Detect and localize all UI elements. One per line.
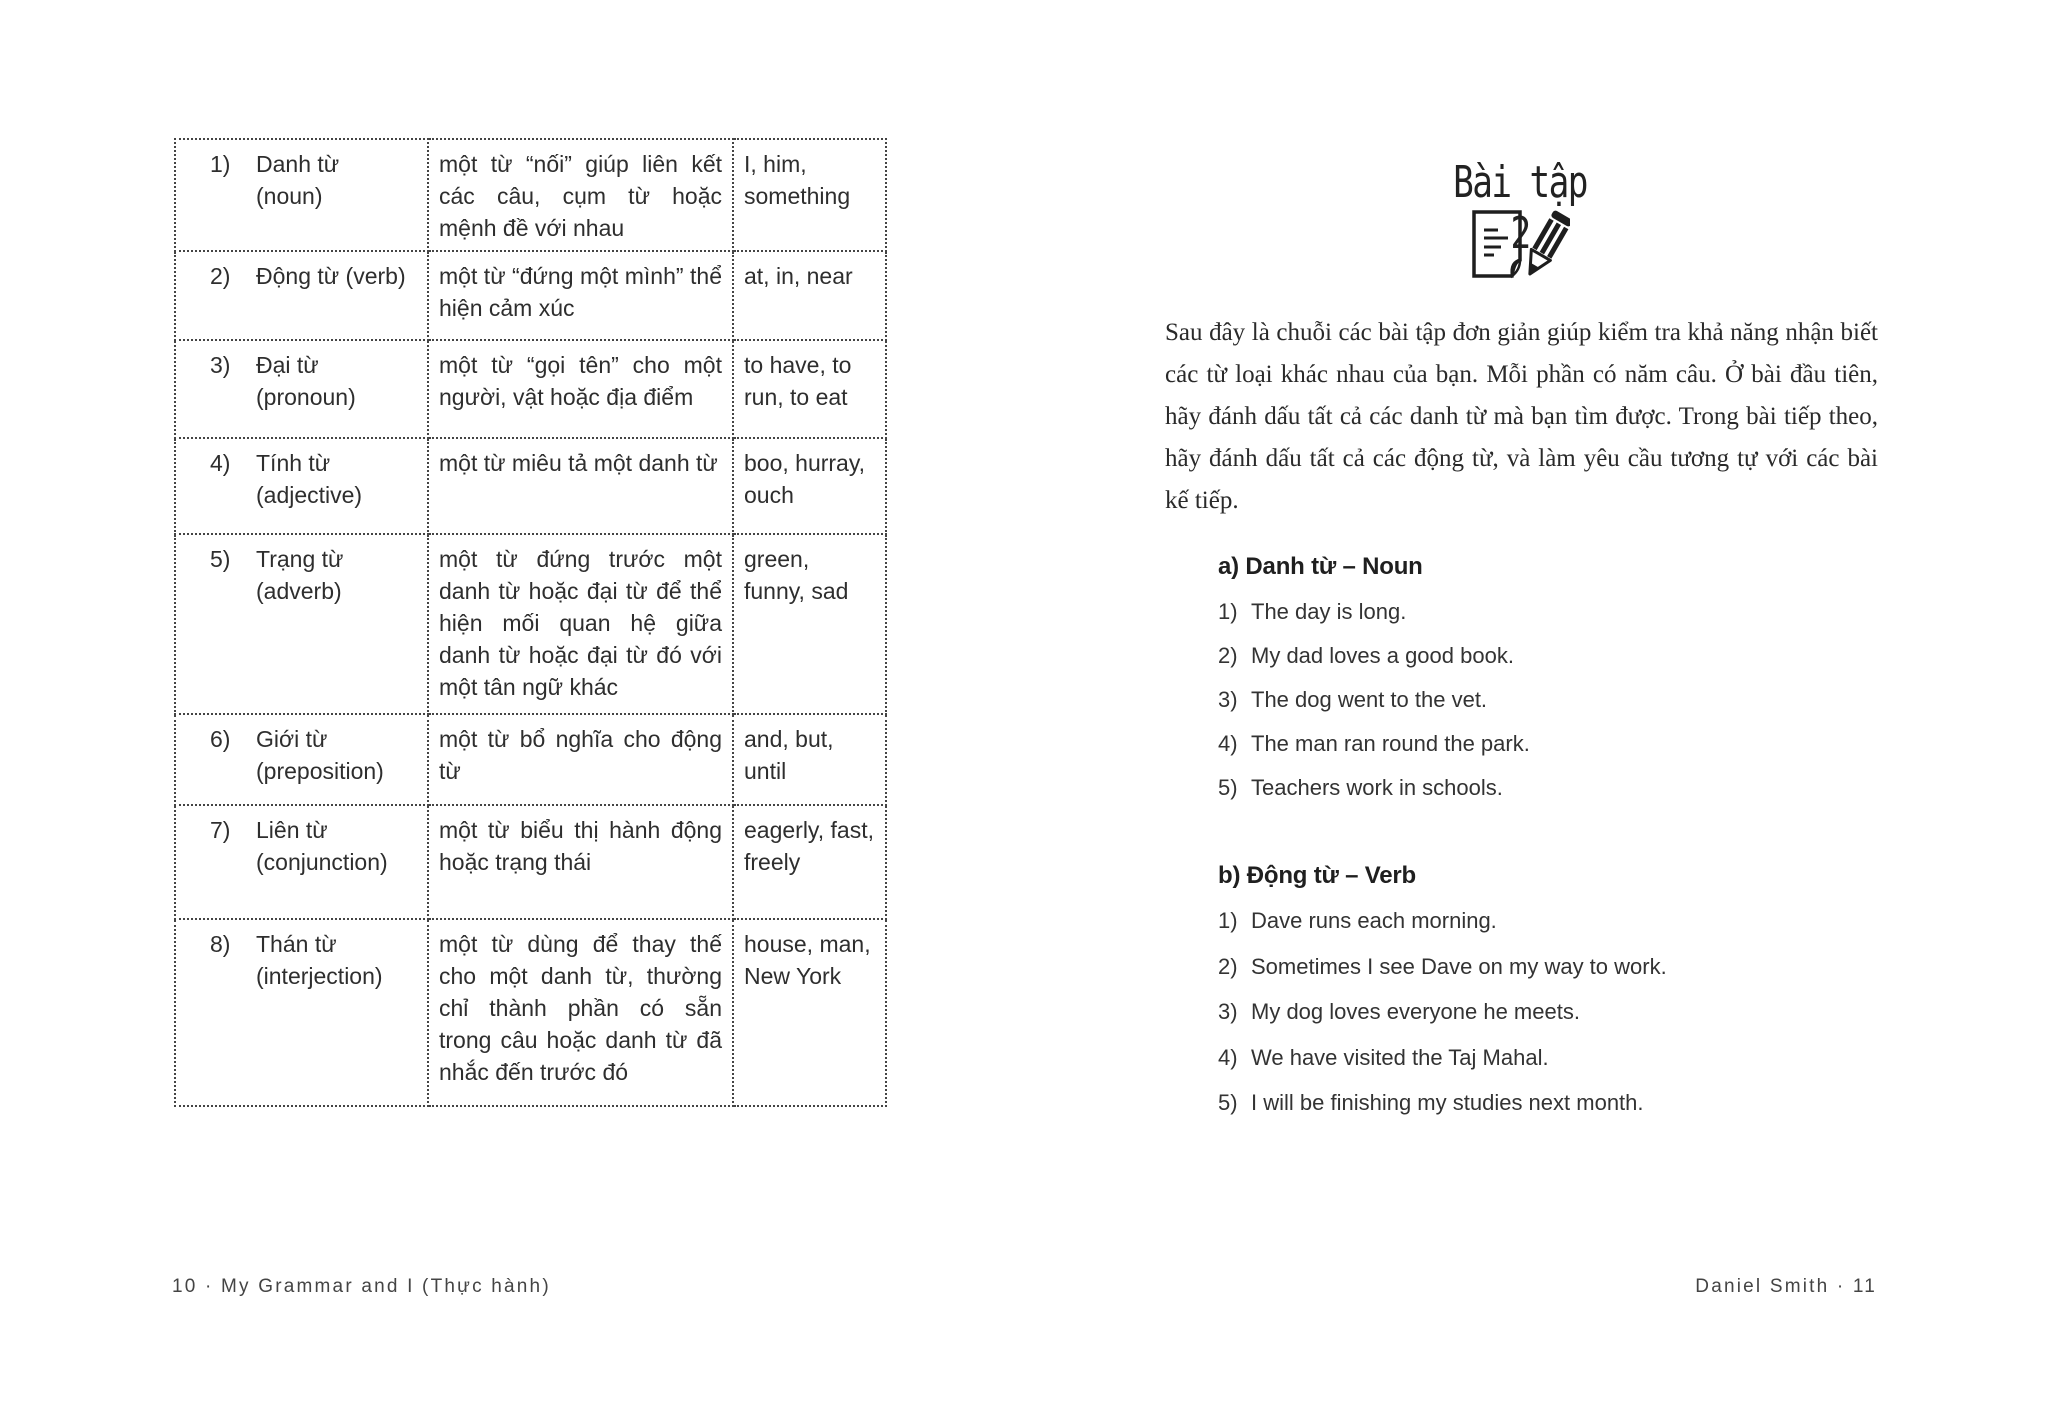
page-footer-left: 10 · My Grammar and I (Thực hành)	[172, 1276, 551, 1297]
term-name: Tính từ	[256, 450, 331, 476]
table-row	[175, 438, 886, 534]
row-number: 8)	[210, 931, 231, 957]
item-number: 1)	[1218, 599, 1238, 624]
examples-cell: eagerly, fast, freely	[733, 805, 886, 919]
term-name: Giới từ	[256, 726, 328, 752]
list-item	[1218, 1043, 1667, 1089]
table-row	[175, 805, 886, 919]
section-heading-verb: b) Động từ – Verb	[1218, 862, 1416, 889]
table-row	[175, 919, 886, 1106]
section-heading-noun: a) Danh từ – Noun	[1218, 553, 1423, 580]
table-row	[175, 534, 886, 714]
term-english: (adjective)	[256, 482, 363, 508]
item-sentence: Dave runs each morning.	[1251, 908, 1497, 933]
examples-cell: I, him, something	[733, 139, 886, 251]
item-sentence: Teachers work in schools.	[1251, 775, 1503, 800]
table-row	[175, 340, 886, 438]
row-number: 3)	[210, 352, 231, 378]
row-number: 7)	[210, 817, 231, 843]
term-english: (interjection)	[256, 963, 383, 989]
exercise-intro: Sau đây là chuỗi các bài tập đơn giản giúp kiểm tra khả năng nhận biết các từ loại khác nhau của bạn. Mỗi phần có năm câu. Ở bài đầu tiên, hãy đánh dấu tất cả các danh từ mà bạn tìm được. Trong bài tiếp theo, hãy đánh dấu tất cả các động từ, và làm yêu cầu tương tự với các bài kế tiếp.	[1165, 319, 1878, 514]
item-sentence: I will be finishing my studies next month.	[1251, 1090, 1644, 1115]
definition-cell: một từ biểu thị hành động hoặc trạng thái	[428, 805, 733, 919]
term-name: Đại từ	[256, 352, 319, 378]
item-number: 5)	[1218, 1090, 1238, 1115]
examples-cell: at, in, near	[733, 251, 886, 340]
term-name: Danh từ	[256, 151, 340, 177]
item-number: 5)	[1218, 775, 1238, 800]
row-number: 6)	[210, 726, 231, 752]
term-english: (adverb)	[256, 578, 342, 604]
item-sentence: My dad loves a good book.	[1251, 643, 1514, 668]
definition-cell: một từ dùng để thay thế cho một danh từ, thường chỉ thành phần có sẵn trong câu hoặc danh từ đã nhắc đến trước đó	[428, 919, 733, 1106]
term-english: (pronoun)	[256, 384, 356, 410]
term-cell	[175, 714, 428, 805]
noun-exercise-list	[1218, 597, 1530, 817]
table-row	[175, 251, 886, 340]
term-cell	[175, 340, 428, 438]
table-row	[175, 139, 886, 251]
item-number: 4)	[1218, 731, 1238, 756]
definition-cell: một từ miêu tả một danh từ	[428, 438, 733, 534]
term-cell	[175, 919, 428, 1106]
term-english: (noun)	[256, 183, 323, 209]
term-name: Liên từ	[256, 817, 328, 843]
definition-cell: một từ đứng trước một danh từ hoặc đại từ để thể hiện mối quan hệ giữa danh từ hoặc đại từ đó với một tân ngữ khác	[428, 534, 733, 714]
term-english: (preposition)	[256, 758, 384, 784]
item-number: 2)	[1218, 643, 1238, 668]
item-sentence: The day is long.	[1251, 599, 1407, 624]
row-number: 1)	[210, 151, 231, 177]
list-item	[1218, 641, 1530, 685]
definition-cell: một từ “đứng một mình” thể hiện cảm xúc	[428, 251, 733, 340]
term-cell	[175, 251, 428, 340]
item-number: 1)	[1218, 908, 1238, 933]
list-item	[1218, 685, 1530, 729]
item-sentence: The dog went to the vet.	[1251, 687, 1488, 712]
row-number: 4)	[210, 450, 231, 476]
item-number: 2)	[1218, 953, 1238, 979]
term-cell	[175, 534, 428, 714]
item-number: 3)	[1218, 687, 1238, 712]
definition-cell: một từ “gọi tên” cho một người, vật hoặc địa điểm	[428, 340, 733, 438]
term-name: Trạng từ	[256, 546, 344, 572]
definition-cell: một từ “nối” giúp liên kết các câu, cụm từ hoặc mệnh đề với nhau	[428, 139, 733, 251]
item-sentence: Sometimes I see Dave on my way to work.	[1251, 953, 1667, 979]
list-item	[1218, 906, 1667, 952]
list-item	[1218, 729, 1530, 773]
item-number: 4)	[1218, 1044, 1238, 1070]
term-cell	[175, 805, 428, 919]
row-number: 2)	[210, 263, 231, 289]
list-item	[1218, 597, 1530, 641]
term-name: Thán từ	[256, 931, 337, 957]
list-item	[1218, 952, 1667, 998]
page-footer-right: Daniel Smith · 11	[1695, 1276, 1877, 1297]
table-row	[175, 714, 886, 805]
list-item	[1218, 997, 1667, 1043]
term-name: Động từ (verb)	[256, 263, 406, 289]
row-number: 5)	[210, 546, 231, 572]
item-number: 3)	[1218, 999, 1238, 1024]
term-cell	[175, 139, 428, 251]
verb-exercise-list	[1218, 906, 1667, 1134]
definition-cell: một từ bổ nghĩa cho động từ	[428, 714, 733, 805]
examples-cell: to have, to run, to eat	[733, 340, 886, 438]
item-sentence: The man ran round the park.	[1251, 731, 1530, 756]
item-sentence: My dog loves everyone he meets.	[1251, 999, 1580, 1024]
term-english: (conjunction)	[256, 849, 388, 875]
list-item	[1218, 773, 1530, 817]
examples-cell: boo, hurray, ouch	[733, 438, 886, 534]
document-pencil-icon	[1470, 208, 1570, 280]
examples-cell: and, but, until	[733, 714, 886, 805]
parts-of-speech-table	[174, 138, 887, 1107]
list-item	[1218, 1088, 1667, 1134]
examples-cell: green, funny, sad	[733, 534, 886, 714]
item-sentence: We have visited the Taj Mahal.	[1251, 1044, 1549, 1070]
exercise-title: Bài tập 2	[1453, 157, 1587, 260]
examples-cell: house, man, New York	[733, 919, 886, 1106]
term-cell	[175, 438, 428, 534]
